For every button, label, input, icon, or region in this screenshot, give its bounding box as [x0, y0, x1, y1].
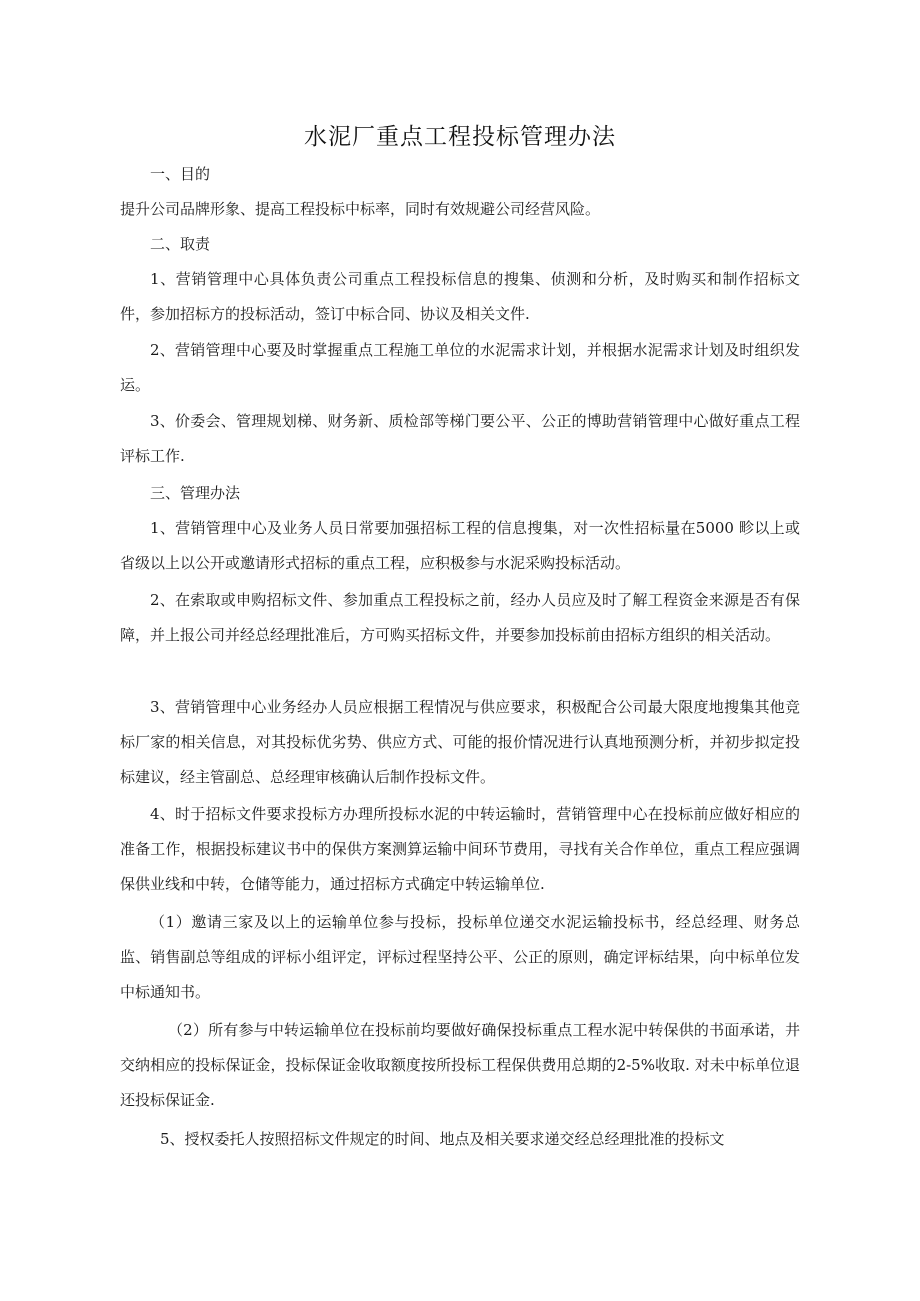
paragraph-purpose: 提升公司品牌形象、提高工程投标中标率，同时有效规避公司经营风险。: [120, 200, 601, 218]
section-heading-duties: 二、取责: [150, 235, 211, 253]
paragraph-management-4: 4、时于招标文件要求投标方办理所投标水泥的中转运输时，营销管理中心在投标前应做好相应的准备工作，根据投标建议书中的保供方案测算运输中间环节费用，寻找有关合作单位，重点工程应强调保供业线和中转，仓储等能力，通过招标方式确定中转运输单位.: [120, 805, 800, 893]
paragraph-management-2: 2、在索取或申购招标文件、参加重点工程投标之前，经办人员应及时了解工程资金来源是否有保障，并上报公司并经总经理批准后，方可购买招标文件，并要参加投标前由招标方组织的相关活动。: [120, 591, 800, 644]
paragraph-management-1: 1、营销管理中心及业务人员日常要加强招标工程的信息搜集，对一次性招标量在5000 畛以上或省级以上以公开或邀请形式招标的重点工程，应积极参与水泥采购投标活动。: [120, 519, 800, 572]
section-heading-management: 三、管理办法: [150, 484, 241, 502]
paragraph-sub-item-2: （2）所有参与中转运输单位在投标前均要做好确保投标重点工程水泥中转保供的书面承诺，井交纳相应的投标保证金，投标保证金收取额度按所投标工程保供费用总期的2-5%收取. 对未中标单位退还投标保证金.: [120, 1021, 800, 1109]
paragraph-management-3: 3、营销管理中心业务经办人员应根据工程情况与供应要求，积极配合公司最大限度地搜集其他竞标厂家的相关信息，对其投标优劣势、供应方式、可能的报价情况进行认真地预测分析，并初步拟定投标建议，经主管副总、总经理审核确认后制作投标文件。: [120, 698, 800, 786]
paragraph-duty-2: 2、营销管理中心要及时掌握重点工程施工单位的水泥需求计划，并根据水泥需求计划及时组织发运。: [120, 341, 800, 394]
paragraph-duty-1: 1、营销管理中心具体负责公司重点工程投标信息的搜集、侦测和分析，及时购买和制作招标文件，参加招标方的投标活动，签订中标合同、协议及相关文件.: [120, 270, 800, 323]
paragraph-duty-3: 3、价委会、管理规划梯、财务新、质检部等梯门要公平、公正的博助营销管理中心做好重点工程评标工作.: [120, 412, 800, 465]
paragraph-sub-item-1: （1）邀请三家及以上的运输单位参与投标，投标单位递交水泥运输投标书，经总经理、财务总监、销售副总等组成的评标小组评定，评标过程坚持公平、公正的原则，确定评标结果，向中标单位发中标通知书。: [120, 913, 800, 1001]
section-heading-purpose: 一、目的: [150, 165, 211, 183]
paragraph-management-5: 5、授权委托人按照招标文件规定的时间、地点及相关要求递交经总经理批准的投标文: [160, 1130, 725, 1148]
document-title: 水泥厂重点工程投标管理办法: [304, 124, 616, 150]
